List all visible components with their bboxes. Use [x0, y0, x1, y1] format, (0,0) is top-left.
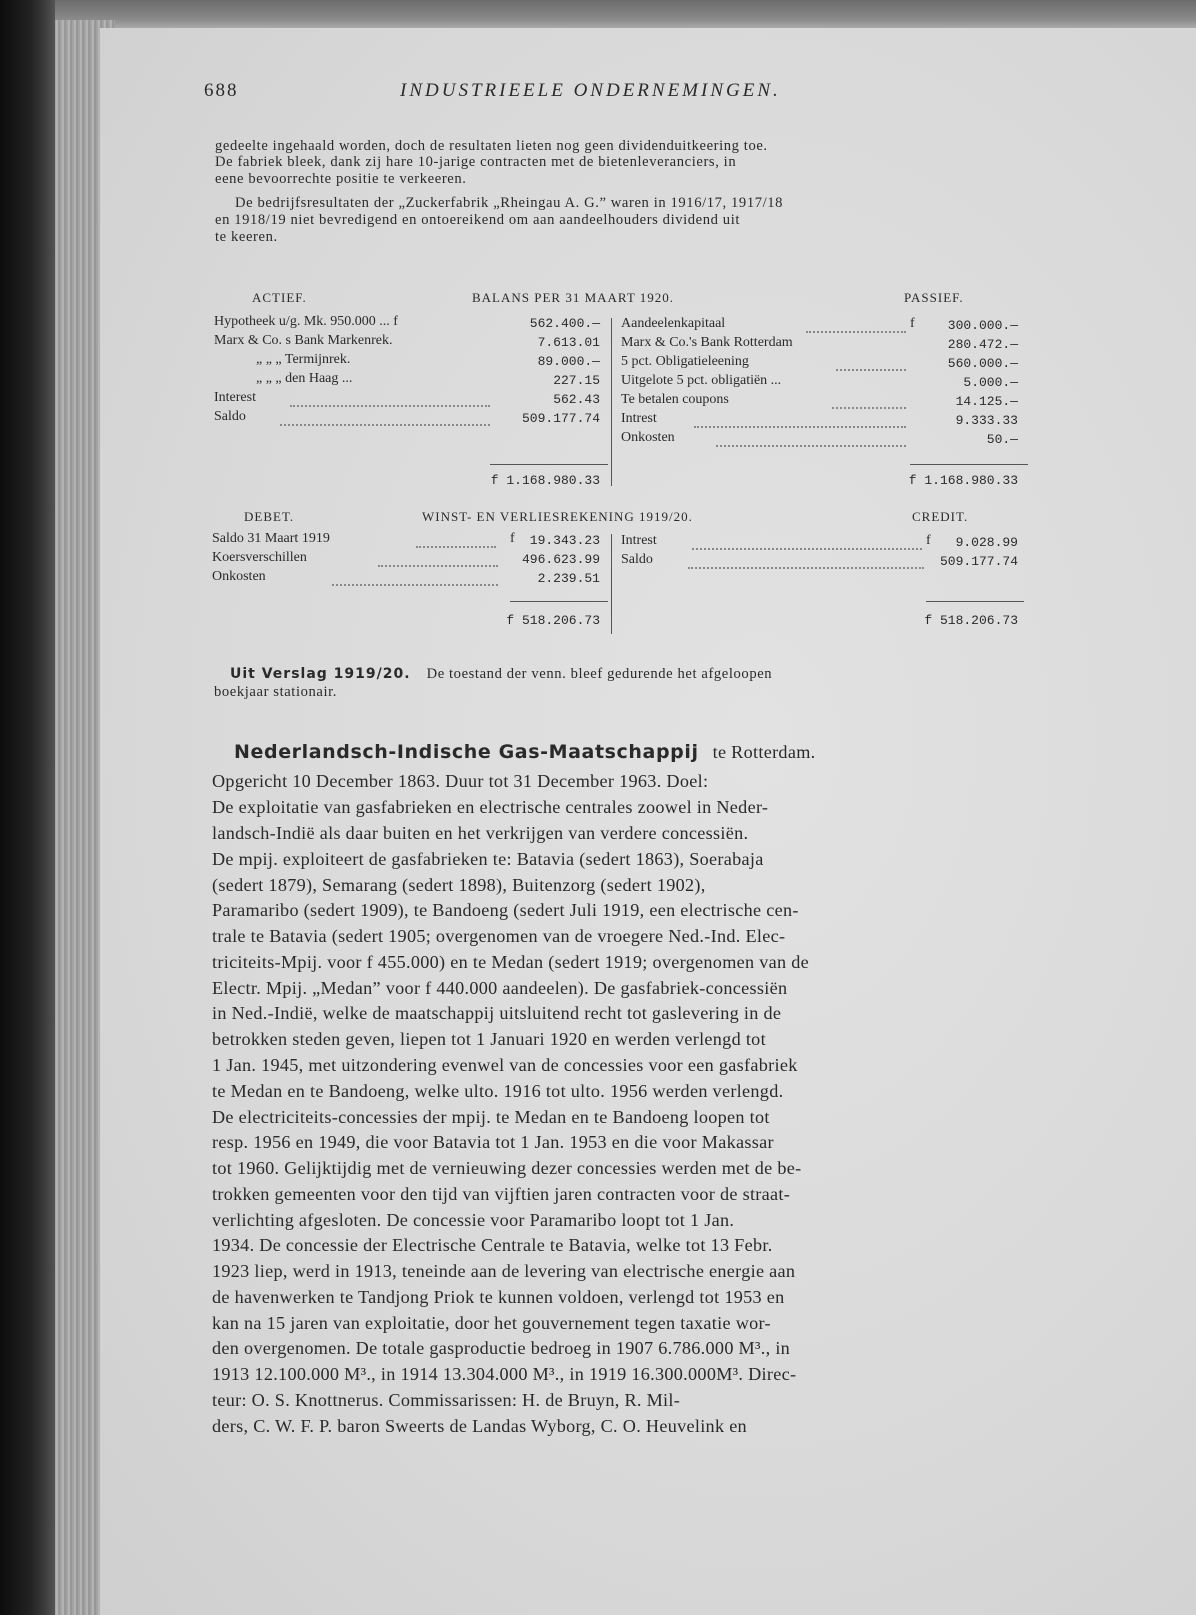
- balance-left-label: „ „ „ Termijnrek.: [256, 352, 351, 367]
- balance-right-value: 280.472.—: [947, 337, 1018, 352]
- balance-divider: [611, 318, 612, 486]
- company-line: kan na 15 jaren van exploitatie, door het gouvernement tegen taxatie wor-: [212, 1313, 771, 1333]
- pl-left-value: 496.623.99: [521, 552, 600, 567]
- pl-right-currency: f: [926, 533, 931, 548]
- balance-right-value: 50.—: [986, 432, 1018, 447]
- pl-right-value: 509.177.74: [939, 554, 1018, 569]
- balance-left-value: 89.000.—: [537, 354, 600, 369]
- balance-left-value: 227.15: [553, 373, 600, 388]
- leader-dots: [688, 566, 924, 569]
- balance-right-label: Onkosten: [621, 430, 675, 445]
- company-line: 1913 12.100.000 M³., in 1914 13.304.000 M³., in 1919 16.300.000M³. Direc-: [212, 1364, 797, 1384]
- balance-title: BALANS PER 31 MAART 1920.: [472, 290, 675, 305]
- report-text: boekjaar stationair.: [214, 684, 338, 700]
- balance-left-label: Hypotheek u/g. Mk. 950.000 ... f: [214, 314, 398, 329]
- company-line: 1934. De concessie der Electrische Centrale te Batavia, welke tot 13 Febr.: [212, 1235, 773, 1255]
- running-title: INDUSTRIEELE ONDERNEMINGEN.: [400, 80, 781, 101]
- pl-left-label: Koersverschillen: [212, 550, 307, 565]
- balance-right-label: 5 pct. Obligatieleening: [621, 354, 749, 369]
- intro-line: en 1918/19 niet bevredigend en ontoereikend om aan aandeelhouders dividend uit: [215, 212, 741, 228]
- company-line: teur: O. S. Knottnerus. Commissarissen: H. de Bruyn, R. Mil-: [212, 1390, 681, 1410]
- sum-rule: [926, 601, 1024, 602]
- leader-dots: [280, 423, 490, 426]
- balance-left-total: f 1.168.980.33: [490, 473, 600, 488]
- pl-left-value: 19.343.23: [529, 533, 600, 548]
- leader-dots: [836, 368, 906, 371]
- balance-right-label: Aandeelenkapitaal: [621, 316, 726, 331]
- book-binding: [0, 0, 55, 1615]
- company-line: trokken gemeenten voor den tijd van vijftien jaren contracten voor de straat-: [212, 1184, 791, 1204]
- company-line: Electr. Mpij. „Medan” voor f 440.000 aandeelen). De gasfabriek-concessiën: [212, 978, 788, 998]
- intro-line: eene bevoorrechte positie te verkeeren.: [215, 171, 467, 187]
- intro-line: De fabriek bleek, dank zij hare 10-jarige contracten met de bietenleveranciers, in: [215, 154, 737, 170]
- company-line: 1 Jan. 1945, met uitzondering evenwel van de concessies voor een gasfabriek: [212, 1055, 798, 1075]
- company-line: tot 1960. Gelijktijdig met de vernieuwing dezer concessies werden met de be-: [212, 1158, 802, 1178]
- pl-left-label: Saldo 31 Maart 1919: [212, 531, 330, 546]
- book-page: [100, 28, 1196, 1615]
- company-line: te Medan en te Bandoeng, welke ulto. 1916 tot ulto. 1956 werden verlengd.: [212, 1081, 784, 1101]
- company-line: trale te Batavia (sedert 1905; overgenomen van de vroegere Ned.-Ind. Elec-: [212, 926, 786, 946]
- company-line: (sedert 1879), Semarang (sedert 1898), Buitenzorg (sedert 1902),: [212, 875, 706, 895]
- company-line: 1923 liep, werd in 1913, teneinde aan de levering van electrische energie aan: [212, 1261, 796, 1281]
- balance-right-label: Uitgelote 5 pct. obligatiën ...: [621, 373, 782, 388]
- company-line: De exploitatie van gasfabrieken en electrische centrales zoowel in Neder-: [212, 797, 769, 817]
- balance-left-value: 7.613.01: [537, 335, 600, 350]
- balance-left-heading: ACTIEF.: [252, 290, 307, 305]
- page-number: 688: [204, 80, 239, 101]
- sum-rule: [910, 464, 1028, 465]
- company-line: betrokken steden geven, liepen tot 1 Januari 1920 en werden verlengd tot: [212, 1029, 766, 1049]
- report-text: De toestand der venn. bleef gedurende het afgeloopen: [426, 666, 773, 682]
- balance-left-value: 562.43: [553, 392, 600, 407]
- company-line: ders, C. W. F. P. baron Sweerts de Landas Wyborg, C. O. Heuvelink en: [212, 1416, 747, 1436]
- pl-left-value: 2.239.51: [537, 571, 600, 586]
- balance-left-value: 562.400.—: [529, 316, 600, 331]
- company-line: triciteits-Mpij. voor f 455.000) en te Medan (sedert 1919; overgenomen van de: [212, 952, 810, 972]
- company-line: De electriciteits-concessies der mpij. te Medan en te Bandoeng loopen tot: [212, 1107, 770, 1127]
- pl-right-value: 9.028.99: [955, 535, 1018, 550]
- pl-left-total: f 518.206.73: [506, 613, 600, 628]
- balance-right-heading: PASSIEF.: [904, 290, 964, 305]
- company-line: in Ned.-Indië, welke de maatschappij uitsluitend recht tot gaslevering in de: [212, 1003, 782, 1023]
- company-line: resp. 1956 en 1949, die voor Batavia tot 1 Jan. 1953 en die voor Makassar: [212, 1132, 774, 1152]
- balance-left-label: Saldo: [214, 409, 246, 424]
- balance-right-value: 300.000.—: [947, 318, 1018, 333]
- balance-right-value: 560.000.—: [947, 356, 1018, 371]
- sum-rule: [510, 601, 608, 602]
- balance-left-value: 509.177.74: [521, 411, 600, 426]
- balance-right-value: 5.000.—: [963, 375, 1018, 390]
- company-line: den overgenomen. De totale gasproductie bedroeg in 1907 6.786.000 M³., in: [212, 1338, 791, 1358]
- leader-dots: [806, 330, 906, 333]
- pl-right-heading: CREDIT.: [912, 509, 969, 524]
- balance-right-value: 9.333.33: [955, 413, 1018, 428]
- leader-dots: [692, 547, 922, 550]
- pl-right-label: Intrest: [621, 533, 657, 548]
- leader-dots: [290, 404, 490, 407]
- leader-dots: [378, 564, 498, 567]
- pl-left-heading: DEBET.: [244, 509, 295, 524]
- leader-dots: [832, 406, 906, 409]
- balance-left-label: „ „ „ den Haag ...: [256, 371, 353, 386]
- balance-right-label: Intrest: [621, 411, 657, 426]
- leader-dots: [332, 583, 498, 586]
- company-line: Opgericht 10 December 1863. Duur tot 31 December 1963. Doel:: [212, 771, 709, 791]
- company-line: Paramaribo (sedert 1909), te Bandoeng (sedert Juli 1919, een electrische cen-: [212, 900, 799, 920]
- sum-rule: [490, 464, 608, 465]
- balance-right-label: Marx & Co.'s Bank Rotterdam: [621, 335, 793, 350]
- intro-line: De bedrijfsresultaten der „Zuckerfabrik „Rheingau A. G.” waren in 1916/17, 1917/18: [235, 195, 784, 211]
- company-line: verlichting afgesloten. De concessie voor Paramaribo loopt tot 1 Jan.: [212, 1210, 735, 1230]
- balance-left-label: Interest: [214, 390, 256, 405]
- company-name: Nederlandsch-Indische Gas-Maatschappij: [234, 741, 699, 763]
- intro-line: gedeelte ingehaald worden, doch de resultaten lieten nog geen dividenduitkeering toe.: [215, 138, 768, 154]
- pl-left-label: Onkosten: [212, 569, 266, 584]
- leader-dots: [716, 444, 906, 447]
- pl-left-currency: f: [510, 531, 515, 546]
- pl-divider: [611, 534, 612, 634]
- company-line: landsch-Indië als daar buiten en het verkrijgen van verdere concessiën.: [212, 823, 749, 843]
- balance-right-label: Te betalen coupons: [621, 392, 729, 407]
- intro-line: te keeren.: [215, 229, 278, 245]
- leader-dots: [416, 545, 496, 548]
- company-line: de havenwerken te Tandjong Priok te kunnen voldoen, verlengd tot 1953 en: [212, 1287, 785, 1307]
- leader-dots: [694, 425, 906, 428]
- pl-right-label: Saldo: [621, 552, 653, 567]
- pl-title: WINST- EN VERLIESREKENING 1919/20.: [422, 509, 693, 524]
- balance-left-label: Marx & Co. s Bank Markenrek.: [214, 333, 393, 348]
- company-location: te Rotterdam.: [712, 742, 816, 762]
- company-line: De mpij. exploiteert de gasfabrieken te: Batavia (sedert 1863), Soerabaja: [212, 849, 764, 869]
- report-label: Uit Verslag 1919/20.: [230, 666, 411, 682]
- balance-right-value: 14.125.—: [955, 394, 1018, 409]
- pl-right-total: f 518.206.73: [924, 613, 1018, 628]
- balance-right-currency: f: [910, 316, 915, 331]
- balance-right-total: f 1.168.980.33: [908, 473, 1018, 488]
